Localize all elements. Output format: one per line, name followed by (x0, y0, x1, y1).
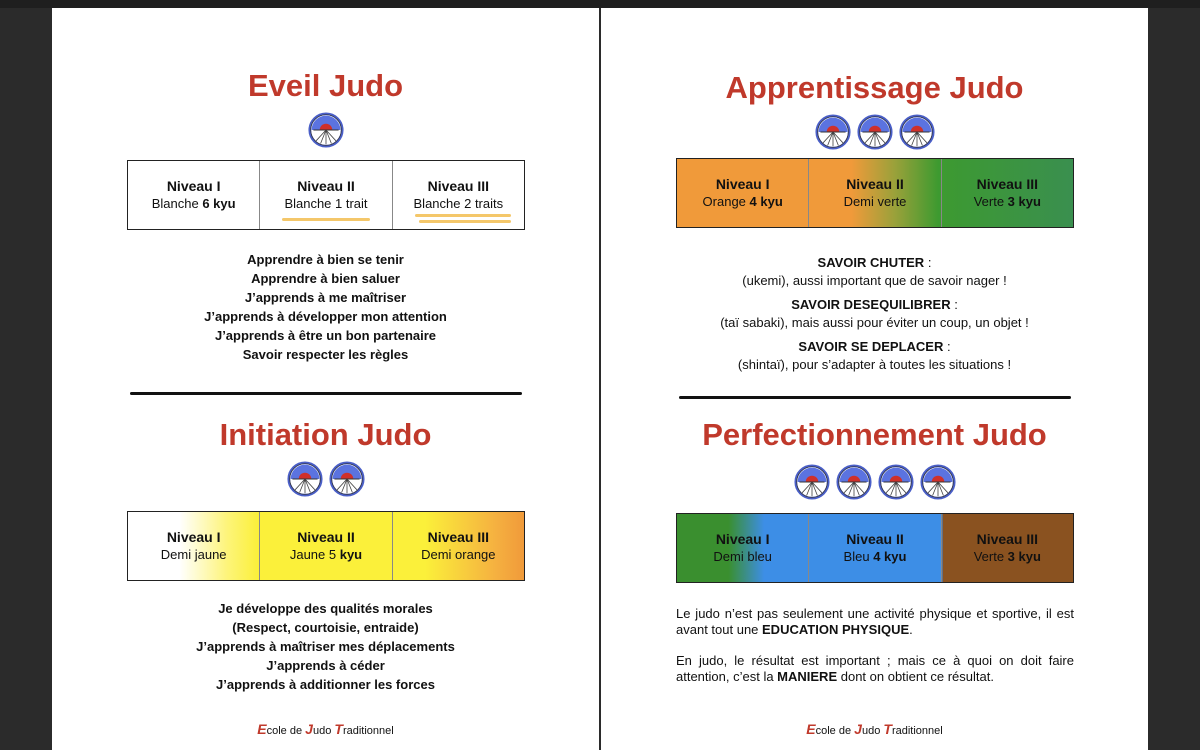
savoir-item: SAVOIR CHUTER : (ukemi), aussi important que de savoir nager ! (742, 255, 1007, 288)
level-desc: Demi bleu (713, 549, 772, 564)
perfectionnement-emblems (601, 464, 1148, 500)
eveil-emblems (52, 112, 599, 148)
level-desc: Orange 4 kyu (702, 194, 783, 209)
footer-school-name: Ecole de Judo Traditionnel (806, 721, 943, 737)
list-item: J’apprends à être un bon partenaire (214, 328, 437, 343)
level-label: Niveau I (715, 176, 770, 192)
footer-school-name: Ecole de Judo Traditionnel (257, 721, 394, 737)
level-label: Niveau II (297, 529, 355, 545)
level-label: Niveau I (166, 178, 221, 194)
list-item: J’apprends à céder (266, 658, 385, 673)
level-label: Niveau III (427, 178, 490, 194)
savoir-list (601, 254, 1148, 380)
left-page (52, 8, 599, 750)
list-item: (Respect, courtoisie, entraide) (232, 620, 419, 635)
eveil-level-1 (128, 161, 260, 229)
initiation-level-3 (393, 512, 524, 580)
level-desc: Jaune 5 kyu (289, 547, 363, 562)
section-divider (130, 392, 522, 395)
list-item: J’apprends à additionner les forces (216, 677, 435, 692)
initiation-levels-table (127, 511, 525, 581)
list-item: Apprendre à bien se tenir (247, 252, 404, 267)
level-label: Niveau III (976, 176, 1039, 192)
perfectionnement-title: Perfectionnement Judo (702, 417, 1047, 452)
perfectionnement-level-1 (677, 514, 809, 582)
level-label: Niveau III (976, 531, 1039, 547)
belt-stripe (419, 220, 511, 223)
level-desc: Demi jaune (160, 547, 227, 562)
judo-emblem-icon (857, 114, 893, 150)
level-desc: Demi verte (843, 194, 907, 209)
level-label: Niveau II (846, 531, 904, 547)
belt-stripe (415, 214, 511, 217)
initiation-emblems (52, 461, 599, 497)
judo-emblem-icon (920, 464, 956, 500)
list-item: Savoir respecter les règles (242, 347, 409, 362)
judo-emblem-icon (815, 114, 851, 150)
judo-emblem-icon (308, 112, 344, 148)
section-divider (679, 396, 1071, 399)
eveil-level-2 (260, 161, 392, 229)
initiation-level-2 (260, 512, 392, 580)
initiation-title: Initiation Judo (219, 417, 432, 452)
judo-emblem-icon (794, 464, 830, 500)
paragraph-maniere: En judo, le résultat est important ; mais ce à quoi on doit faire attention, c’est la MANIERE dont on obtient ce résultat. (676, 653, 1074, 684)
level-desc: Bleu 4 kyu (843, 549, 907, 564)
eveil-title: Eveil Judo (247, 68, 404, 103)
level-desc: Demi orange (421, 547, 496, 562)
apprentissage-emblems (601, 114, 1148, 150)
level-label: Niveau III (427, 529, 490, 545)
level-desc: Blanche 1 trait (284, 196, 368, 211)
level-desc: Verte 3 kyu (973, 549, 1041, 564)
level-desc: Verte 3 kyu (973, 194, 1041, 209)
level-desc: Blanche 2 traits (413, 196, 504, 211)
judo-emblem-icon (899, 114, 935, 150)
apprentissage-level-3 (942, 159, 1073, 227)
eveil-levels-table (127, 160, 525, 230)
level-label: Niveau I (715, 531, 770, 547)
savoir-item: SAVOIR SE DEPLACER : (shintaï), pour s’adapter à toutes les situations ! (737, 339, 1012, 372)
judo-emblem-icon (836, 464, 872, 500)
belt-stripe (282, 218, 370, 221)
initiation-level-1 (128, 512, 260, 580)
perfectionnement-level-2 (809, 514, 941, 582)
apprentissage-title: Apprentissage Judo (725, 70, 1024, 105)
judo-emblem-icon (329, 461, 365, 497)
viewer-top-bar (0, 0, 1200, 8)
list-item: J’apprends à développer mon attention (204, 309, 447, 324)
eveil-list (52, 250, 599, 364)
judo-emblem-icon (878, 464, 914, 500)
savoir-item: SAVOIR DESEQUILIBRER : (taï sabaki), mais aussi pour éviter un coup, un objet ! (720, 297, 1029, 330)
initiation-list (52, 599, 599, 694)
apprentissage-level-1 (677, 159, 809, 227)
list-item: J’apprends à maîtriser mes déplacements (196, 639, 455, 654)
perfectionnement-level-3 (942, 514, 1073, 582)
level-label: Niveau II (846, 176, 904, 192)
right-page (601, 8, 1148, 750)
list-item: J’apprends à me maîtriser (244, 290, 407, 305)
apprentissage-level-2 (809, 159, 941, 227)
list-item: Apprendre à bien saluer (251, 271, 400, 286)
level-desc: Blanche 6 kyu (151, 196, 236, 211)
list-item: Je développe des qualités morales (218, 601, 433, 616)
level-label: Niveau I (166, 529, 221, 545)
level-label: Niveau II (297, 178, 355, 194)
perfectionnement-levels-table (676, 513, 1074, 583)
paragraph-education: Le judo n’est pas seulement une activité physique et sportive, il est avant tout une EDUCATION PHYSIQUE. (676, 606, 1074, 637)
apprentissage-levels-table (676, 158, 1074, 228)
eveil-level-3 (393, 161, 524, 229)
judo-emblem-icon (287, 461, 323, 497)
